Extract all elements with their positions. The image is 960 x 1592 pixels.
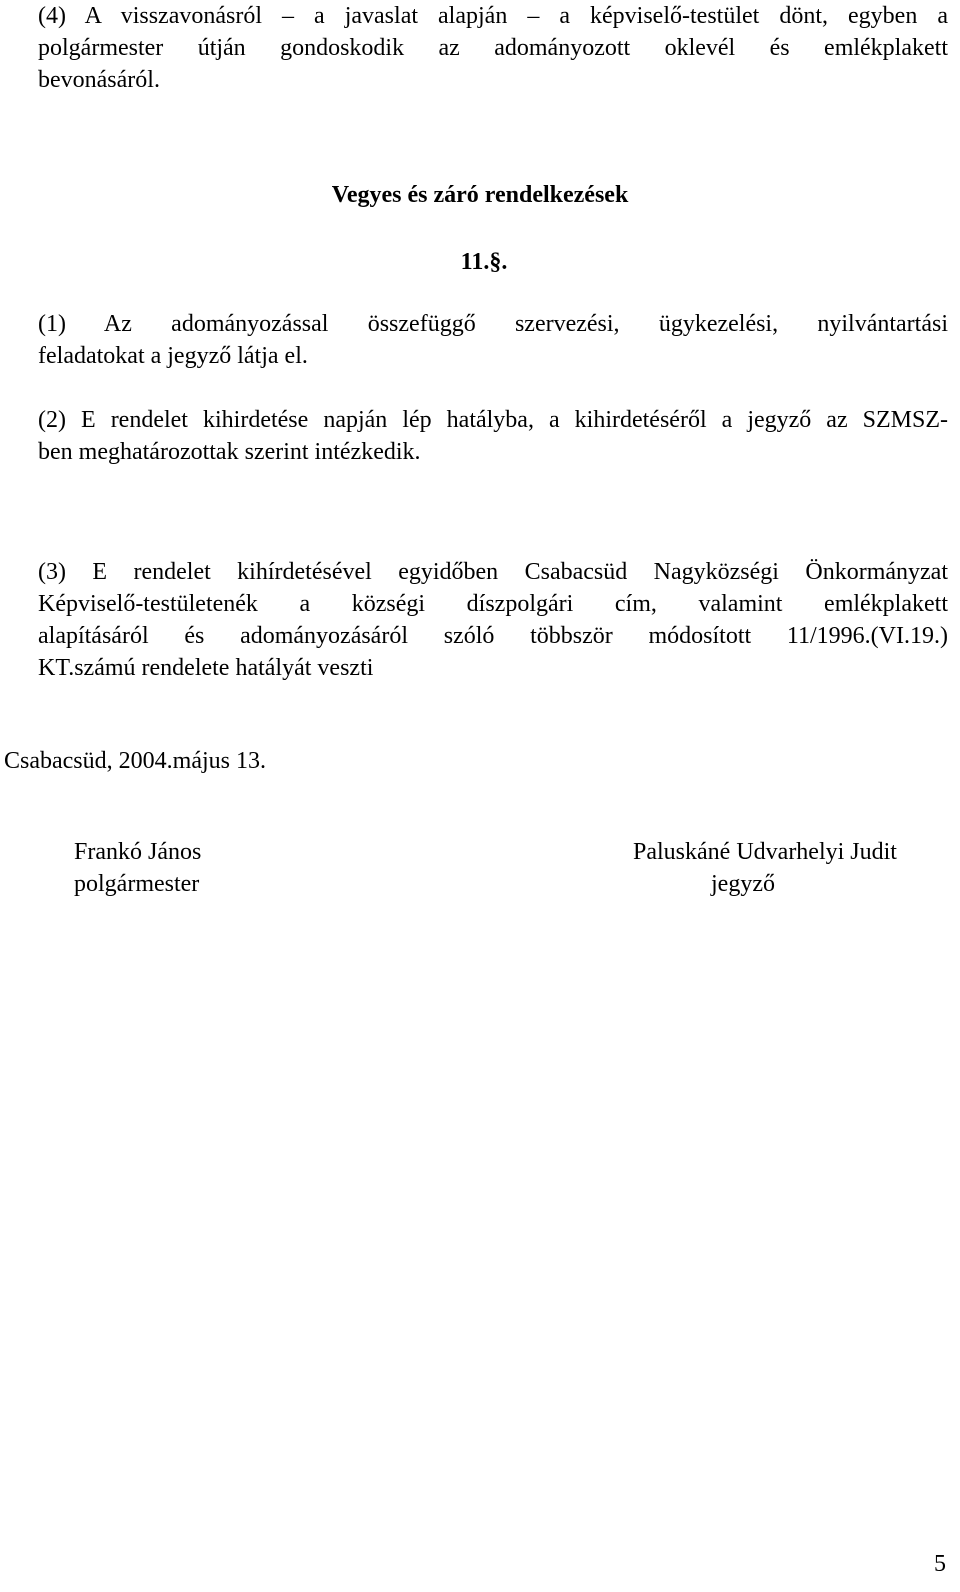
place-date: Csabacsüd, 2004.május 13.: [4, 748, 266, 774]
page-number: 5: [934, 1551, 946, 1577]
paragraph-line: ben meghatározottak szerint intézkedik.: [38, 439, 421, 465]
section-heading: Vegyes és záró rendelkezések: [331, 182, 629, 208]
paragraph-line: (4) A visszavonásról – a javaslat alapján – a képviselő-testület dönt, egyben a: [38, 3, 948, 29]
signer-name: Frankó János: [74, 839, 202, 865]
paragraph-11-2: [38, 404, 948, 468]
paragraph-line: (3) E rendelet kihírdetésével egyidőben Csabacsüd Nagyközségi Önkormányzat: [38, 559, 948, 585]
signer-title: polgármester: [74, 871, 200, 897]
paragraph-line: feladatokat a jegyző látja el.: [38, 343, 308, 369]
paragraph-line: bevonásáról.: [38, 67, 160, 93]
paragraph-11-3: [38, 556, 948, 684]
signer-title: jegyző: [711, 871, 775, 897]
paragraph-4: [38, 0, 948, 96]
signature-left: [74, 836, 201, 900]
paragraph-line: KT.számú rendelete hatályát veszti: [38, 655, 374, 681]
paragraph-line: (1) Az adományozással összefüggő szervezési, ügykezelési, nyilvántartási: [38, 311, 948, 337]
paragraph-line: alapításáról és adományozásáról szóló többször módosított 11/1996.(VI.19.): [38, 623, 948, 649]
paragraph-11-1: [38, 308, 948, 372]
signer-name: Paluskáné Udvarhelyi Judit: [633, 839, 897, 865]
paragraph-line: Képviselő-testületenék a községi díszpolgári cím, valamint emlékplakett: [38, 591, 948, 617]
paragraph-line: (2) E rendelet kihirdetése napján lép hatályba, a kihirdetéséről a jegyző az SZMSZ-: [38, 407, 948, 433]
paragraph-line: polgármester útján gondoskodik az adományozott oklevél és emlékplakett: [38, 35, 948, 61]
signature-right: [615, 836, 915, 900]
section-number: 11.§.: [460, 249, 508, 275]
